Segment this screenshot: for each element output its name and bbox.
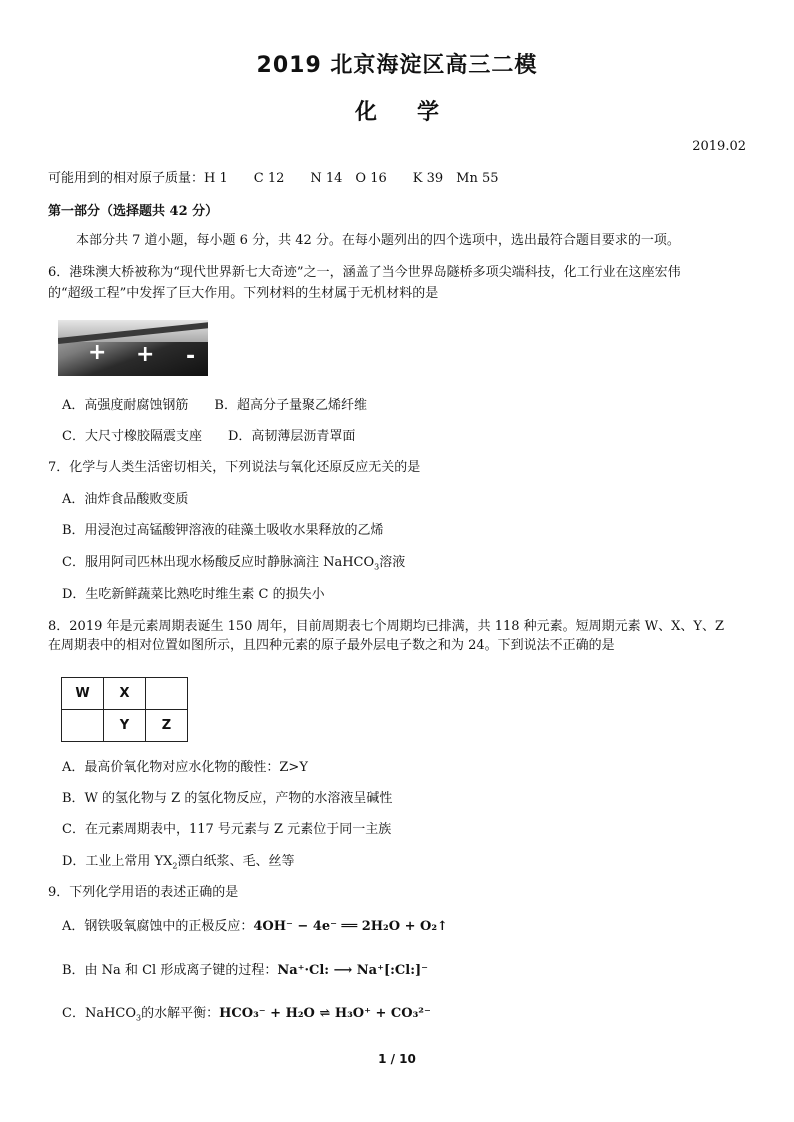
page-number: 1 / 10 (378, 1052, 416, 1066)
table-cell (146, 678, 188, 710)
subject-title: 化学 (354, 100, 479, 125)
q8-stem-line1: 8．2019 年是元素周期表诞生 150 周年，目前周期表七个周期均已排满，共 118 种元素。短周期元素 W、X、Y、Z (48, 619, 725, 634)
part1-instructions: 本部分共 7 道小题，每小题 6 分，共 42 分。在每小题列出的四个选项中，选出最符合题目要求的一项。 (76, 233, 680, 248)
q6-options-ab: A．高强度耐腐蚀钢筋 B．超高分子量聚乙烯纤维 (62, 398, 367, 413)
q8-stem-line2: 在周期表中的相对位置如图所示，且四种元素的原子最外层电子数之和为 24。下到说法不正确的是 (48, 638, 615, 653)
q7-option-d: D．生吃新鲜蔬菜比熟吃时维生素 C 的损失小 (62, 587, 325, 602)
q7-stem: 7．化学与人类生活密切相关，下列说法与氧化还原反应无关的是 (48, 460, 421, 475)
table-cell: X (104, 678, 146, 710)
exam-date: 2019.02 (692, 139, 746, 154)
page-title: 2019 北京海淀区高三二模 (256, 53, 538, 78)
formula-b: Na⁺·Cl: ⟶ Na⁺[:Cl:]⁻ (277, 963, 429, 978)
q6-stem-line2: 的“超级工程”中发挥了巨大作用。下列材料的生材属于无机材料的是 (48, 286, 439, 301)
formula-c: HCO₃⁻ + H₂O ⇌ H₃O⁺ + CO₃²⁻ (219, 1006, 431, 1021)
q9-option-b: B．由 Na 和 Cl 形成离子键的过程：Na⁺·Cl: ⟶ Na⁺[:Cl:]⁻ (62, 963, 429, 978)
q6-options-cd: C．大尺寸橡胶隔震支座 D．高韧薄层沥青罩面 (62, 429, 356, 444)
q7-option-c: C．服用阿司匹林出现水杨酸反应时静脉滴注 NaHCO$_3$溶液 (62, 555, 406, 572)
atomic-masses: 可能用到的相对原子质量：H 1 C 12 N 14 O 16 K 39 Mn 55 (48, 171, 499, 186)
q8-option-c: C．在元素周期表中，117 号元素与 Z 元素位于同一主族 (62, 822, 392, 837)
q7-option-a: A．油炸食品酸败变质 (62, 492, 189, 507)
formula-a: 4OH⁻ − 4e⁻ ══ 2H₂O + O₂↑ (253, 919, 448, 934)
q9-option-a: A．钢铁吸氧腐蚀中的正极反应：4OH⁻ − 4e⁻ ══ 2H₂O + O₂↑ (62, 919, 448, 934)
part1-heading: 第一部分（选择题共 42 分） (48, 204, 219, 219)
table-cell: W (62, 678, 104, 710)
q8-option-b: B．W 的氢化物与 Z 的氢化物反应，产物的水溶液呈碱性 (62, 791, 393, 806)
q6-stem-line1: 6．港珠澳大桥被称为“现代世界新七大奇迹”之一，涵盖了当今世界岛隧桥多项尖端科技，化工行业在这座宏伟 (48, 265, 681, 280)
q7-option-b: B．用浸泡过高锰酸钾溶液的硅藻土吸收水果释放的乙烯 (62, 523, 384, 538)
periodic-position-table (61, 677, 188, 742)
table-cell: Z (146, 710, 188, 742)
table-cell: Y (104, 710, 146, 742)
bridge-photo: + + - (58, 320, 208, 376)
q9-option-c: C．NaHCO$_3$的水解平衡：HCO₃⁻ + H₂O ⇌ H₃O⁺ + CO₃²⁻ (62, 1006, 431, 1023)
q9-stem: 9．下列化学用语的表述正确的是 (48, 885, 239, 900)
q8-option-d: D．工业上常用 $YX_2$漂白纸浆、毛、丝等 (62, 854, 295, 871)
table-cell (62, 710, 104, 742)
q8-option-a: A．最高价氧化物对应水化物的酸性：Z>Y (62, 760, 308, 775)
